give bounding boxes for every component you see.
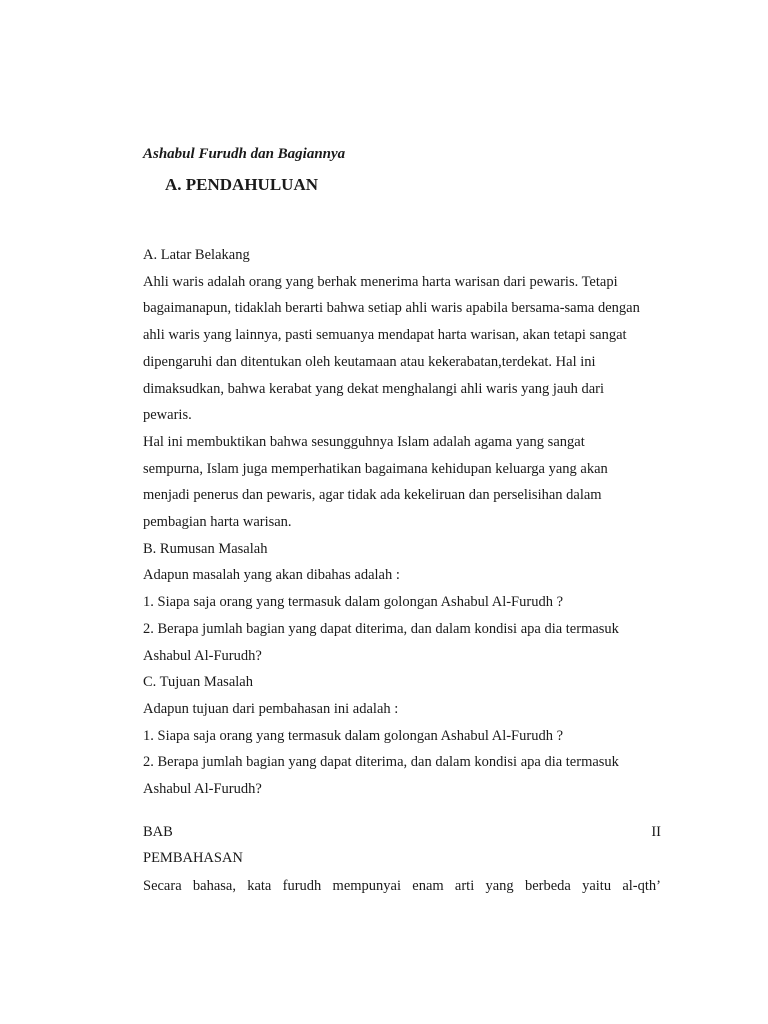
word: al-qth’	[622, 878, 661, 894]
paragraph-line: bagaimanapun, tidaklah berarti bahwa setiap ahli waris apabila bersama-sama dengan	[143, 300, 640, 317]
body-text	[143, 242, 663, 803]
word: enam	[412, 878, 444, 894]
paragraph-line: Hal ini membuktikan bahwa sesungguhnya Islam adalah agama yang sangat	[143, 433, 585, 450]
word: kata	[247, 878, 272, 894]
paragraph-line: Ahli waris adalah orang yang berhak menerima harta warisan dari pewaris. Tetapi	[143, 273, 618, 290]
list-item-continuation: Ashabul Al-Furudh?	[143, 781, 262, 798]
list-item: 2. Berapa jumlah bagian yang dapat diterima, dan dalam kondisi apa dia termasuk	[143, 620, 619, 637]
paragraph-line: pewaris.	[143, 407, 192, 424]
paragraph-line: pembagian harta warisan.	[143, 514, 292, 531]
word: furudh	[282, 878, 322, 894]
list-item: 2. Berapa jumlah bagian yang dapat diterima, dan dalam kondisi apa dia termasuk	[143, 754, 619, 771]
subheading-rumusan-masalah: B. Rumusan Masalah	[143, 540, 268, 557]
chapter-number: II	[651, 824, 661, 840]
list-item: 1. Siapa saja orang yang termasuk dalam golongan Ashabul Al-Furudh ?	[143, 594, 564, 611]
word: berbeda	[524, 878, 571, 894]
paragraph-line: sempurna, Islam juga memperhatikan bagaimana kehidupan keluarga yang akan	[143, 460, 608, 477]
subheading-tujuan-masalah: C. Tujuan Masalah	[143, 674, 253, 691]
word: arti	[454, 878, 475, 894]
paragraph-line: dimaksudkan, bahwa kerabat yang dekat menghalangi ahli waris yang jauh dari	[143, 380, 605, 397]
word: yang	[485, 878, 514, 894]
chapter-heading-row	[143, 819, 661, 845]
word: bahasa,	[192, 878, 236, 894]
paragraph-line: Adapun tujuan dari pembahasan ini adalah :	[143, 700, 399, 717]
chapter-label: BAB	[143, 824, 173, 840]
document-title: Ashabul Furudh dan Bagiannya	[143, 146, 346, 162]
subheading-latar-belakang: A. Latar Belakang	[143, 247, 250, 263]
chapter-title: PEMBAHASAN	[143, 850, 243, 866]
paragraph-line: dipengaruhi dan ditentukan oleh keutamaan atau kekerabatan,terdekat. Hal ini	[143, 353, 596, 370]
justified-paragraph-line	[143, 873, 661, 899]
word: Secara	[143, 878, 182, 894]
paragraph-line: menjadi penerus dan pewaris, agar tidak ada kekeliruan dan perselisihan dalam	[143, 487, 602, 504]
paragraph-line: Adapun masalah yang akan dibahas adalah :	[143, 567, 400, 584]
word: yaitu	[582, 878, 612, 894]
list-item-continuation: Ashabul Al-Furudh?	[143, 647, 262, 664]
word: mempunyai	[332, 878, 402, 894]
paragraph-line: ahli waris yang lainnya, pasti semuanya mendapat harta warisan, akan tetapi sangat	[143, 327, 627, 344]
list-item: 1. Siapa saja orang yang termasuk dalam golongan Ashabul Al-Furudh ?	[143, 727, 564, 744]
section-heading: A. PENDAHULUAN	[165, 175, 318, 194]
